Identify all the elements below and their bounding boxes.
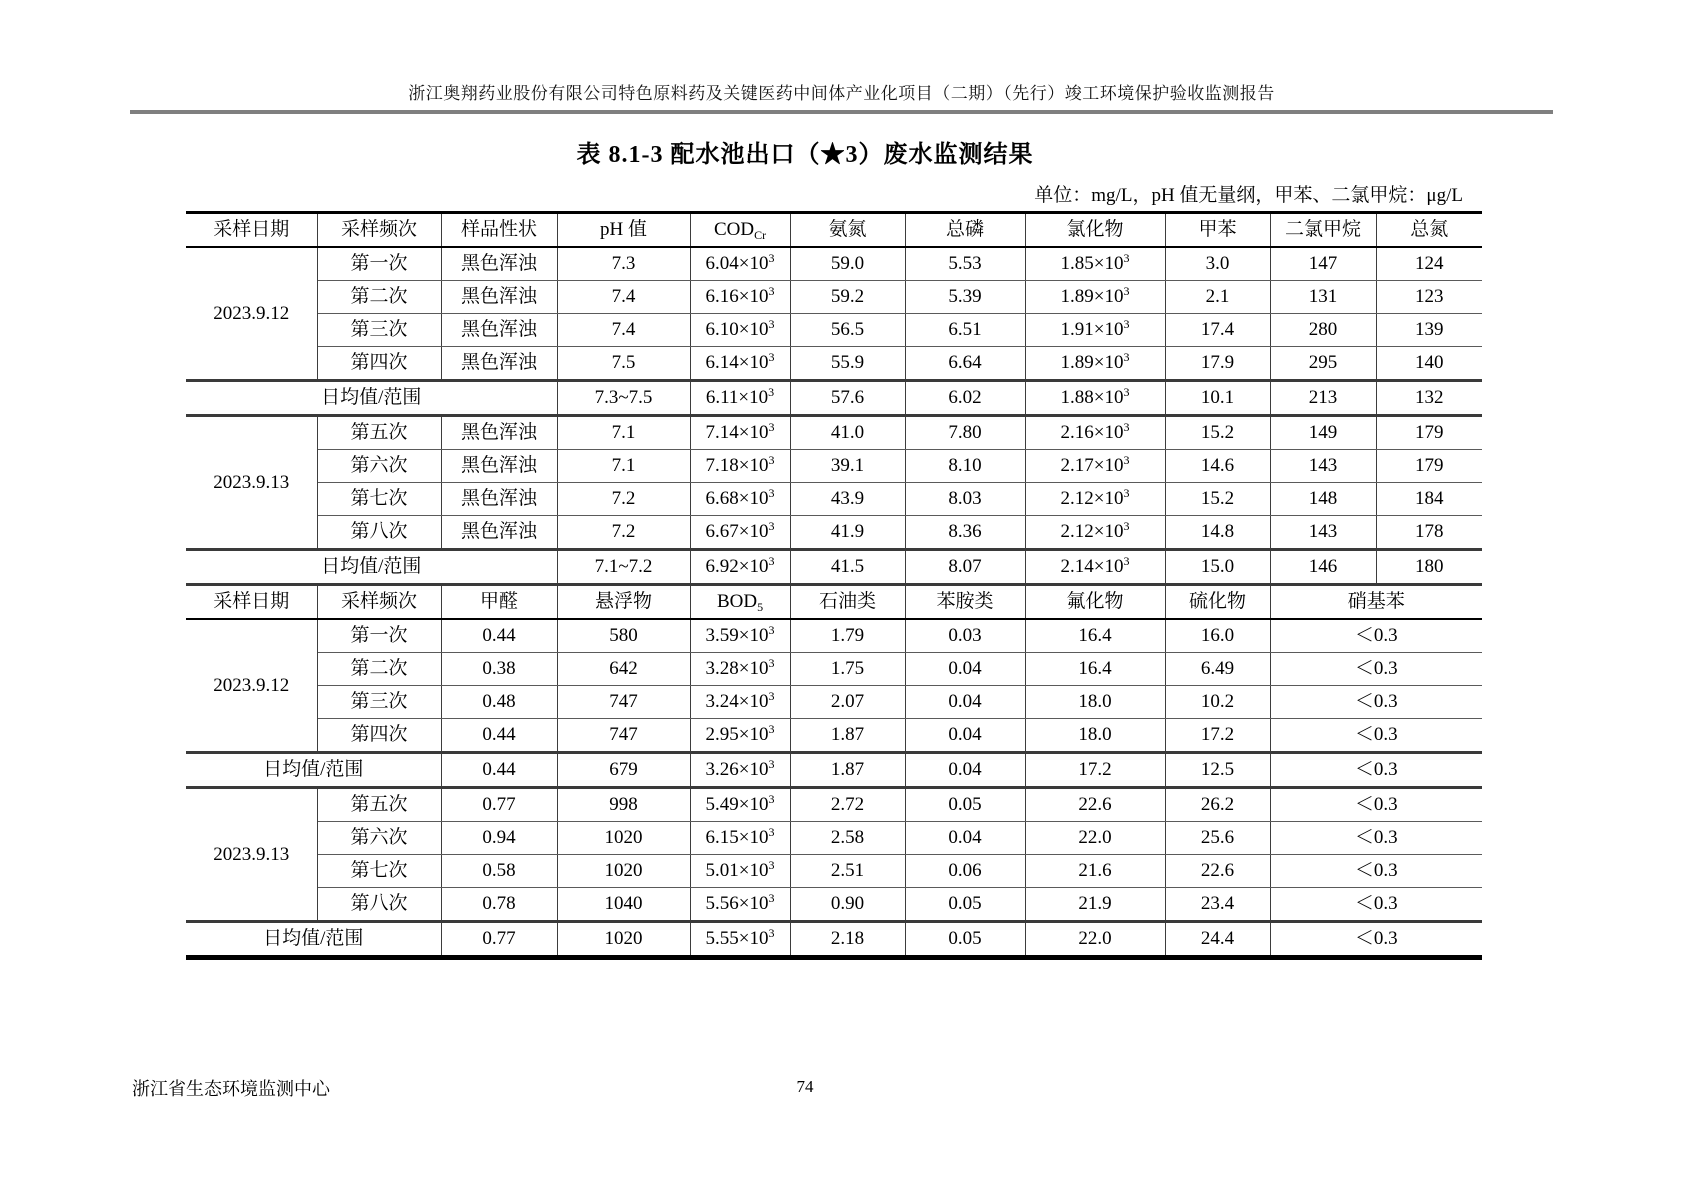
column-header: 甲醛 xyxy=(441,585,557,620)
table-cell: 22.0 xyxy=(1025,822,1165,855)
table-cell: 25.6 xyxy=(1165,822,1270,855)
table-row xyxy=(186,855,1482,888)
table-cell: 第四次 xyxy=(317,719,441,753)
table-cell: 131 xyxy=(1270,281,1376,314)
table-cell: 10.2 xyxy=(1165,686,1270,719)
table-cell: 第七次 xyxy=(317,483,441,516)
table-cell: 第二次 xyxy=(317,281,441,314)
table-cell: $1.89\times 10^3$ xyxy=(1025,281,1165,314)
sampling-date-cell: 2023.9.13 xyxy=(186,416,317,550)
table-cell: 179 xyxy=(1376,416,1482,450)
table-cell: 7.3~7.5 xyxy=(557,381,690,416)
table-row xyxy=(186,516,1482,550)
table-cell: 0.38 xyxy=(441,653,557,686)
table-cell: $3.28\times 10^3$ xyxy=(690,653,790,686)
table-cell: 139 xyxy=(1376,314,1482,347)
table-cell: 第六次 xyxy=(317,450,441,483)
table-cell: 1040 xyxy=(557,888,690,922)
table-row xyxy=(186,822,1482,855)
table-cell: $7.18\times 10^3$ xyxy=(690,450,790,483)
table-cell: $1.91\times 10^3$ xyxy=(1025,314,1165,347)
sampling-date-cell: 2023.9.13 xyxy=(186,788,317,922)
daily-average-row xyxy=(186,550,1482,585)
table-cell: 0.05 xyxy=(905,922,1025,958)
table-cell: 2.51 xyxy=(790,855,905,888)
table-cell: 第五次 xyxy=(317,788,441,822)
table-cell: 747 xyxy=(557,719,690,753)
table-cell: 22.6 xyxy=(1025,788,1165,822)
table-cell: 6.64 xyxy=(905,347,1025,381)
table-cell: $1.85\times 10^3$ xyxy=(1025,247,1165,281)
table-cell: 14.6 xyxy=(1165,450,1270,483)
table-cell: 15.2 xyxy=(1165,483,1270,516)
table-cell: $2.16\times 10^3$ xyxy=(1025,416,1165,450)
table-cell: $6.92\times 10^3$ xyxy=(690,550,790,585)
table-cell: 第一次 xyxy=(317,247,441,281)
table-row xyxy=(186,281,1482,314)
table-cell: 16.4 xyxy=(1025,653,1165,686)
table-cell: 6.51 xyxy=(905,314,1025,347)
table-cell: 2.72 xyxy=(790,788,905,822)
header-divider-rule xyxy=(130,110,1553,114)
column-header: 总氮 xyxy=(1376,213,1482,248)
table-row xyxy=(186,450,1482,483)
table-cell: 56.5 xyxy=(790,314,905,347)
table-cell: 57.6 xyxy=(790,381,905,416)
table-row xyxy=(186,347,1482,381)
daily-average-label: 日均值/范围 xyxy=(186,753,441,788)
table-cell: $2.95\times 10^3$ xyxy=(690,719,790,753)
table-cell: 140 xyxy=(1376,347,1482,381)
table-cell: 146 xyxy=(1270,550,1376,585)
table-cell: $6.16\times 10^3$ xyxy=(690,281,790,314)
footer-organization: 浙江省生态环境监测中心 xyxy=(132,1079,330,1099)
table-cell: 143 xyxy=(1270,450,1376,483)
table-cell: 17.9 xyxy=(1165,347,1270,381)
table-cell: 178 xyxy=(1376,516,1482,550)
table-cell: 16.4 xyxy=(1025,619,1165,653)
table-cell: 18.0 xyxy=(1025,719,1165,753)
table-cell: 0.44 xyxy=(441,753,557,788)
table-cell: 43.9 xyxy=(790,483,905,516)
monitoring-table xyxy=(186,211,1482,960)
table-cell: ＜0.3 xyxy=(1270,653,1482,686)
table-cell: 3.0 xyxy=(1165,247,1270,281)
daily-average-row xyxy=(186,922,1482,958)
table-cell: 0.04 xyxy=(905,822,1025,855)
daily-average-label: 日均值/范围 xyxy=(186,922,441,958)
table-cell: 213 xyxy=(1270,381,1376,416)
table-row xyxy=(186,788,1482,822)
table-cell: 第八次 xyxy=(317,516,441,550)
table-cell: 123 xyxy=(1376,281,1482,314)
units-note: 单位：mg/L，pH 值无量纲，甲苯、二氯甲烷：μg/L xyxy=(1034,185,1463,206)
table-cell: 26.2 xyxy=(1165,788,1270,822)
table-cell: $6.14\times 10^3$ xyxy=(690,347,790,381)
table-cell: $5.56\times 10^3$ xyxy=(690,888,790,922)
table-cell: $6.10\times 10^3$ xyxy=(690,314,790,347)
table-cell: 0.05 xyxy=(905,888,1025,922)
page-number: 74 xyxy=(796,1077,814,1096)
column-header: 采样频次 xyxy=(317,585,441,620)
table-cell: 124 xyxy=(1376,247,1482,281)
table-cell: ＜0.3 xyxy=(1270,719,1482,753)
table-cell: 7.3 xyxy=(557,247,690,281)
table-cell: 21.6 xyxy=(1025,855,1165,888)
table-cell: 10.1 xyxy=(1165,381,1270,416)
table-cell: 8.10 xyxy=(905,450,1025,483)
table-cell: 41.9 xyxy=(790,516,905,550)
table-cell: 0.04 xyxy=(905,719,1025,753)
table-cell: ＜0.3 xyxy=(1270,788,1482,822)
table-cell: 41.5 xyxy=(790,550,905,585)
table-cell: 23.4 xyxy=(1165,888,1270,922)
table-cell: $6.68\times 10^3$ xyxy=(690,483,790,516)
table-cell: $6.11\times 10^3$ xyxy=(690,381,790,416)
table-cell: 132 xyxy=(1376,381,1482,416)
table-row xyxy=(186,619,1482,653)
table-cell: $7.14\times 10^3$ xyxy=(690,416,790,450)
table-cell: 12.5 xyxy=(1165,753,1270,788)
table-cell: 第五次 xyxy=(317,416,441,450)
table-cell: $2.14\times 10^3$ xyxy=(1025,550,1165,585)
table-cell: 39.1 xyxy=(790,450,905,483)
table-cell: $2.12\times 10^3$ xyxy=(1025,516,1165,550)
column-header: 二氯甲烷 xyxy=(1270,213,1376,248)
table-cell: 295 xyxy=(1270,347,1376,381)
table-container xyxy=(186,211,1482,960)
column-header: 硝基苯 xyxy=(1270,585,1482,620)
table-cell: 第三次 xyxy=(317,314,441,347)
column-header: 悬浮物 xyxy=(557,585,690,620)
column-header: 氟化物 xyxy=(1025,585,1165,620)
table-cell: 55.9 xyxy=(790,347,905,381)
table-cell: 0.04 xyxy=(905,653,1025,686)
table-cell: 15.2 xyxy=(1165,416,1270,450)
table-cell: 2.1 xyxy=(1165,281,1270,314)
table-cell: 17.4 xyxy=(1165,314,1270,347)
table-cell: $2.17\times 10^3$ xyxy=(1025,450,1165,483)
table-cell: $5.01\times 10^3$ xyxy=(690,855,790,888)
table-cell: 580 xyxy=(557,619,690,653)
table-cell: 0.48 xyxy=(441,686,557,719)
table-cell: 17.2 xyxy=(1165,719,1270,753)
table-cell: 第六次 xyxy=(317,822,441,855)
table-cell: 7.80 xyxy=(905,416,1025,450)
table-cell: 642 xyxy=(557,653,690,686)
table-cell: 5.53 xyxy=(905,247,1025,281)
table-cell: 41.0 xyxy=(790,416,905,450)
table-cell: 0.06 xyxy=(905,855,1025,888)
table-cell: 7.1 xyxy=(557,416,690,450)
table-cell: 黑色浑浊 xyxy=(441,347,557,381)
table-cell: 180 xyxy=(1376,550,1482,585)
table-cell: 8.07 xyxy=(905,550,1025,585)
table-cell: ＜0.3 xyxy=(1270,619,1482,653)
column-header: 总磷 xyxy=(905,213,1025,248)
table-cell: 黑色浑浊 xyxy=(441,247,557,281)
table-cell: ＜0.3 xyxy=(1270,855,1482,888)
table-cell: 2.07 xyxy=(790,686,905,719)
table-cell: 7.1~7.2 xyxy=(557,550,690,585)
table-cell: 148 xyxy=(1270,483,1376,516)
column-header: 石油类 xyxy=(790,585,905,620)
table-cell: 679 xyxy=(557,753,690,788)
table-cell: 998 xyxy=(557,788,690,822)
table-cell: 22.0 xyxy=(1025,922,1165,958)
table-cell: 184 xyxy=(1376,483,1482,516)
column-header: $COD_{Cr}$ xyxy=(690,213,790,248)
table-cell: 1020 xyxy=(557,922,690,958)
table-cell: 21.9 xyxy=(1025,888,1165,922)
table-cell: 59.0 xyxy=(790,247,905,281)
table-cell: 2.18 xyxy=(790,922,905,958)
table-row xyxy=(186,686,1482,719)
table-cell: 7.2 xyxy=(557,516,690,550)
column-header: 采样日期 xyxy=(186,213,317,248)
table-cell: 0.90 xyxy=(790,888,905,922)
table-cell: $3.24\times 10^3$ xyxy=(690,686,790,719)
table-row xyxy=(186,653,1482,686)
table-cell: 7.5 xyxy=(557,347,690,381)
table-cell: $3.59\times 10^3$ xyxy=(690,619,790,653)
table-cell: 黑色浑浊 xyxy=(441,314,557,347)
table-row xyxy=(186,888,1482,922)
table-body xyxy=(186,213,1482,958)
table-cell: $2.12\times 10^3$ xyxy=(1025,483,1165,516)
table-cell: ＜0.3 xyxy=(1270,753,1482,788)
table-cell: 第八次 xyxy=(317,888,441,922)
table-cell: 0.03 xyxy=(905,619,1025,653)
sampling-date-cell: 2023.9.12 xyxy=(186,247,317,381)
table-cell: 第四次 xyxy=(317,347,441,381)
table-row xyxy=(186,483,1482,516)
table-cell: 179 xyxy=(1376,450,1482,483)
table-row xyxy=(186,314,1482,347)
table-cell: 1.87 xyxy=(790,719,905,753)
table-cell: 黑色浑浊 xyxy=(441,450,557,483)
column-header: pH 值 xyxy=(557,213,690,248)
table-cell: 8.36 xyxy=(905,516,1025,550)
table-cell: 24.4 xyxy=(1165,922,1270,958)
table-row xyxy=(186,416,1482,450)
table-cell: 15.0 xyxy=(1165,550,1270,585)
table-cell: 280 xyxy=(1270,314,1376,347)
table-cell: ＜0.3 xyxy=(1270,922,1482,958)
table-cell: 747 xyxy=(557,686,690,719)
sampling-date-cell: 2023.9.12 xyxy=(186,619,317,753)
table-cell: $1.88\times 10^3$ xyxy=(1025,381,1165,416)
table-cell: 0.04 xyxy=(905,753,1025,788)
table-cell: 17.2 xyxy=(1025,753,1165,788)
table-cell: 0.78 xyxy=(441,888,557,922)
table-cell: 1.79 xyxy=(790,619,905,653)
table-cell: 黑色浑浊 xyxy=(441,281,557,314)
daily-average-row xyxy=(186,381,1482,416)
table-cell: 59.2 xyxy=(790,281,905,314)
column-header: 采样频次 xyxy=(317,213,441,248)
column-header: 甲苯 xyxy=(1165,213,1270,248)
table-cell: 2.58 xyxy=(790,822,905,855)
table-cell: 7.2 xyxy=(557,483,690,516)
table-cell: 1020 xyxy=(557,855,690,888)
table-cell: 7.4 xyxy=(557,281,690,314)
table-cell: 第三次 xyxy=(317,686,441,719)
column-header: 硫化物 xyxy=(1165,585,1270,620)
table-cell: 6.49 xyxy=(1165,653,1270,686)
table-cell: $5.55\times 10^3$ xyxy=(690,922,790,958)
table-cell: 18.0 xyxy=(1025,686,1165,719)
daily-average-label: 日均值/范围 xyxy=(186,550,557,585)
column-header: 样品性状 xyxy=(441,213,557,248)
daily-average-row xyxy=(186,753,1482,788)
table-cell: 22.6 xyxy=(1165,855,1270,888)
table-cell: 第二次 xyxy=(317,653,441,686)
table-cell: 第七次 xyxy=(317,855,441,888)
table-cell: $6.67\times 10^3$ xyxy=(690,516,790,550)
table-cell: $6.15\times 10^3$ xyxy=(690,822,790,855)
table-cell: 0.44 xyxy=(441,619,557,653)
table-cell: 0.77 xyxy=(441,922,557,958)
table-cell: 143 xyxy=(1270,516,1376,550)
table-cell: 0.04 xyxy=(905,686,1025,719)
table-cell: $3.26\times 10^3$ xyxy=(690,753,790,788)
table-cell: ＜0.3 xyxy=(1270,822,1482,855)
table-cell: 7.1 xyxy=(557,450,690,483)
table-title: 表 8.1-3 配水池出口（★3）废水监测结果 xyxy=(576,142,1034,168)
table-cell: 0.05 xyxy=(905,788,1025,822)
table-cell: ＜0.3 xyxy=(1270,888,1482,922)
table-cell: 第一次 xyxy=(317,619,441,653)
column-header: 氯化物 xyxy=(1025,213,1165,248)
table-cell: $1.89\times 10^3$ xyxy=(1025,347,1165,381)
document-header-text: 浙江奥翔药业股份有限公司特色原料药及关键医药中间体产业化项目（二期）（先行）竣工环境保护验收监测报告 xyxy=(408,84,1275,103)
table-cell: 0.77 xyxy=(441,788,557,822)
table-cell: 8.03 xyxy=(905,483,1025,516)
table-cell: 0.44 xyxy=(441,719,557,753)
table-cell: 黑色浑浊 xyxy=(441,416,557,450)
table-cell: 0.94 xyxy=(441,822,557,855)
table-cell: $6.04\times 10^3$ xyxy=(690,247,790,281)
table-cell: 7.4 xyxy=(557,314,690,347)
table-cell: 黑色浑浊 xyxy=(441,516,557,550)
table-cell: 16.0 xyxy=(1165,619,1270,653)
column-header: 氨氮 xyxy=(790,213,905,248)
column-header: 苯胺类 xyxy=(905,585,1025,620)
table-cell: 6.02 xyxy=(905,381,1025,416)
table-cell: 0.58 xyxy=(441,855,557,888)
table-header-row xyxy=(186,585,1482,620)
table-row xyxy=(186,719,1482,753)
table-cell: 14.8 xyxy=(1165,516,1270,550)
table-cell: 147 xyxy=(1270,247,1376,281)
column-header: 采样日期 xyxy=(186,585,317,620)
table-cell: 黑色浑浊 xyxy=(441,483,557,516)
table-cell: 5.39 xyxy=(905,281,1025,314)
table-cell: 1.75 xyxy=(790,653,905,686)
table-cell: 1020 xyxy=(557,822,690,855)
table-cell: $5.49\times 10^3$ xyxy=(690,788,790,822)
daily-average-label: 日均值/范围 xyxy=(186,381,557,416)
column-header: $BOD_5$ xyxy=(690,585,790,620)
table-cell: 1.87 xyxy=(790,753,905,788)
table-header-row xyxy=(186,213,1482,248)
table-cell: 149 xyxy=(1270,416,1376,450)
table-row xyxy=(186,247,1482,281)
table-cell: ＜0.3 xyxy=(1270,686,1482,719)
